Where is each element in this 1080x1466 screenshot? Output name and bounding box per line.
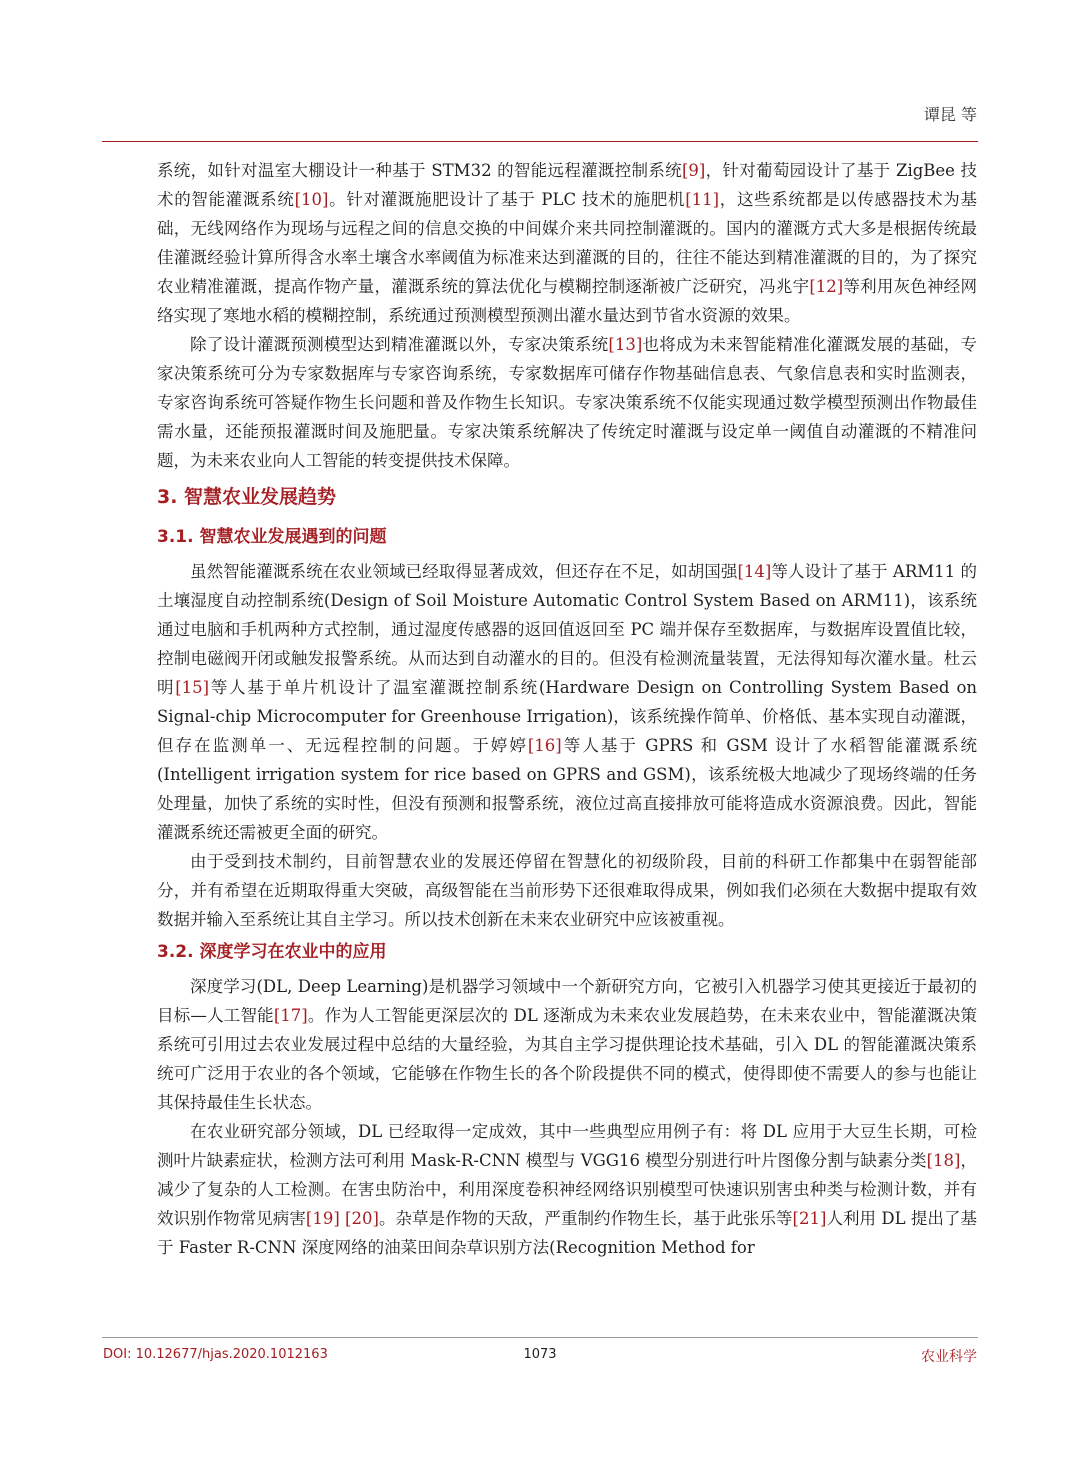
citation-link[interactable]: [19] [20] (305, 1209, 379, 1228)
paragraph (157, 847, 977, 934)
citation-link[interactable]: [14] (737, 562, 772, 581)
paragraph-text: ，这些系统都是以传感器技术为基础，无线网络作为现场与远程之间的信息交换的中间媒介来共同控制灌溉的。国内的灌溉方式大多是根据传统最佳灌溉经验计算所得含水率土壤含水率阈值为标准来达到灌溉的目的，往往不能达到精准灌溉的目的，为了探究农业精准灌溉，提高作物产量，灌溉系统的算法优化与模糊控制逐渐被广泛研究，冯兆宇 (157, 190, 977, 296)
footer-divider (102, 1337, 978, 1338)
subsection-heading-3-2: 3.2. 深度学习在农业中的应用 (157, 942, 387, 962)
paragraph-text: 人利用 DL 提出了基于 Faster R-CNN 深度网络的油菜田间杂草识别方法(Recognition Method for (157, 1209, 977, 1257)
citation-link[interactable]: [10] (294, 190, 329, 209)
paragraph-text: 等人基于单片机设计了温室灌溉控制系统(Hardware Design on Controlling System Based on Signal-chip Microcomputer for Greenhouse Irrigation)，该系统操作简单、价格低、基本实现自动灌溉，但存在监测单一、无远程控制的问题。于婷婷 (157, 678, 978, 755)
header-divider (102, 141, 978, 142)
footer-journal-name: 农业科学 (921, 1349, 977, 1365)
paragraph-text: 。针对灌溉施肥设计了基于 PLC 技术的施肥机 (328, 190, 686, 209)
paragraph-text: ，针对葡萄园设计了基于 ZigBee 技术的智能灌溉系统 (157, 161, 977, 209)
citation-link[interactable]: [17] (273, 1006, 308, 1025)
paragraph-text: 虽然智能灌溉系统在农业领域已经取得显著成效，但还存在不足，如胡国强 (190, 562, 738, 581)
citation-link[interactable]: [9] (681, 161, 706, 180)
page-number: 1073 (523, 1347, 557, 1362)
paragraph-text: 。作为人工智能更深层次的 DL 逐渐成为未来农业发展趋势，在未来农业中，智能灌溉决策系统可引用过去农业发展过程中总结的大量经验，为其自主学习提供理论技术基础，引入 DL 的智能灌溉决策系统可广泛用于农业的各个领域，它能够在作物生长的各个阶段提供不同的模式，使得即使不需要人的参与也能让其保持最佳生长状态。 (157, 1006, 978, 1112)
citation-link[interactable]: [18] (926, 1151, 961, 1170)
paragraph (157, 972, 977, 1117)
citation-link[interactable]: [11] (685, 190, 720, 209)
paragraph (157, 156, 977, 330)
paragraph-text: 在农业研究部分领域，DL 已经取得一定成效，其中一些典型应用例子有：将 DL 应用于大豆生长期，可检测叶片缺素症状，检测方法可利用 Mask-R-CNN 模型与 VGG16 模型分别进行叶片图像分割与缺素分类 (157, 1122, 977, 1170)
section-heading-3: 3. 智慧农业发展趋势 (157, 486, 337, 508)
paragraph-text: ，减少了复杂的人工检测。在害虫防治中，利用深度卷积神经网络识别模型可快速识别害虫种类与检测计数，并有效识别作物常见病害 (157, 1151, 978, 1228)
paragraph (157, 330, 977, 475)
paragraph-text: 等人基于 GPRS 和 GSM 设计了水稻智能灌溉系统(Intelligent irrigation system for rice based on GPRS and GSM)，该系统极大地减少了现场终端的任务处理量，加快了系统的实时性，但没有预测和报警系统，液位过高直接排放可能将造成水资源浪费。因此，智能灌溉系统还需被更全面的研究。 (157, 736, 977, 842)
citation-link[interactable]: [21] (792, 1209, 827, 1228)
running-header-author: 谭昆 等 (923, 105, 977, 124)
footer-doi: DOI: 10.12677/hjas.2020.1012163 (103, 1347, 328, 1362)
paragraph-text: 由于受到技术制约，目前智慧农业的发展还停留在智慧化的初级阶段，目前的科研工作都集中在弱智能部分，并有希望在近期取得重大突破，高级智能在当前形势下还很难取得成果，例如我们必须在大数据中提取有效数据并输入至系统让其自主学习。所以技术创新在未来农业研究中应该被重视。 (157, 852, 977, 929)
paragraph-text: 除了设计灌溉预测模型达到精准灌溉以外，专家决策系统 (190, 335, 609, 354)
paragraph-text: 系统，如针对温室大棚设计一种基于 STM32 的智能远程灌溉控制系统 (157, 161, 682, 180)
article-body (157, 156, 977, 1262)
citation-link[interactable]: [16] (527, 736, 562, 755)
paragraph-text: 等利用灰色神经网络实现了寒地水稻的模糊控制，系统通过预测模型预测出灌水量达到节省水资源的效果。 (157, 277, 978, 325)
citation-link[interactable]: [13] (608, 335, 643, 354)
citation-link[interactable]: [12] (809, 277, 844, 296)
paragraph-text: 。杂草是作物的天敌，严重制约作物生长，基于此张乐等 (378, 1209, 793, 1228)
citation-link[interactable]: [15] (175, 678, 210, 697)
paragraph (157, 557, 977, 847)
paragraph (157, 1117, 977, 1262)
paragraph-text: 等人设计了基于 ARM11 的土壤湿度自动控制系统(Design of Soil Moisture Automatic Control System Based on ARM11)，该系统通过电脑和手机两种方式控制，通过湿度传感器的返回值返回至 PC 端并保存至数据库，与数据库设置值比较，控制电磁阀开闭或触发报警系统。从而达到自动灌水的目的。但没有检测流量装置，无法得知每次灌水量。杜云明 (157, 562, 977, 697)
paragraph-text: 也将成为未来智能精准化灌溉发展的基础，专家决策系统可分为专家数据库与专家咨询系统，专家数据库可储存作物基础信息表、气象信息表和实时监测表，专家咨询系统可答疑作物生长问题和普及作物生长知识。专家决策系统不仅能实现通过数学模型预测出作物最佳需水量，还能预报灌溉时间及施肥量。专家决策系统解决了传统定时灌溉与设定单一阈值自动灌溉的不精准问题，为未来农业向人工智能的转变提供技术保障。 (157, 335, 978, 470)
subsection-heading-3-1: 3.1. 智慧农业发展遇到的问题 (157, 527, 387, 547)
paragraph-text: 深度学习(DL, Deep Learning)是机器学习领域中一个新研究方向，它被引入机器学习使其更接近于最初的目标—人工智能 (157, 977, 977, 1025)
